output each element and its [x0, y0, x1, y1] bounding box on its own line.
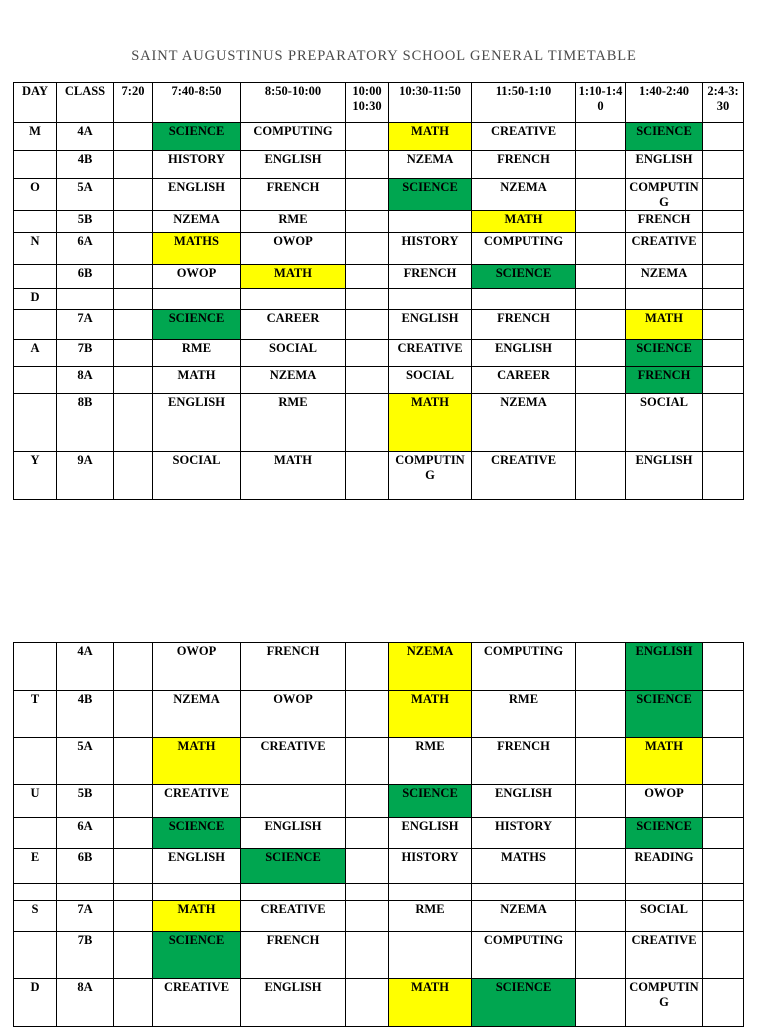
- period-5-cell: ENGLISH: [626, 452, 703, 500]
- header-slot-1: 7:20: [114, 83, 153, 123]
- slot-1-cell: [114, 884, 153, 901]
- slot-last-cell: [703, 265, 744, 289]
- slot-last-cell: [703, 691, 744, 738]
- slot-1-cell: [114, 179, 153, 211]
- period-2-cell: SOCIAL: [241, 340, 346, 367]
- class-cell: 7A: [57, 901, 114, 932]
- class-cell: 5A: [57, 738, 114, 785]
- slot-last-cell: [703, 151, 744, 179]
- slot-last-cell: [703, 452, 744, 500]
- period-3-cell: SCIENCE: [389, 785, 472, 818]
- class-cell: 5B: [57, 785, 114, 818]
- header-day: DAY: [14, 83, 57, 123]
- tuesday-rows: [14, 643, 744, 1027]
- period-5-cell: ENGLISH: [626, 643, 703, 691]
- header-row: [14, 83, 744, 123]
- period-4-cell: NZEMA: [472, 901, 576, 932]
- break-1-cell: [346, 738, 389, 785]
- slot-1-cell: [114, 901, 153, 932]
- slot-1-cell: [114, 738, 153, 785]
- class-cell: 6A: [57, 818, 114, 849]
- period-2-cell: OWOP: [241, 233, 346, 265]
- period-1-cell: MATH: [153, 738, 241, 785]
- period-4-cell: SCIENCE: [472, 265, 576, 289]
- timetable-row: [14, 452, 744, 500]
- monday-timetable: [13, 82, 744, 500]
- timetable-row: [14, 979, 744, 1027]
- header-period-3: 10:30-11:50: [389, 83, 472, 123]
- period-1-cell: MATH: [153, 367, 241, 394]
- timetable-row: [14, 179, 744, 211]
- period-4-cell: SCIENCE: [472, 979, 576, 1027]
- class-cell: 7B: [57, 340, 114, 367]
- period-5-cell: SOCIAL: [626, 394, 703, 452]
- timetable-row: [14, 785, 744, 818]
- slot-1-cell: [114, 394, 153, 452]
- slot-last-cell: [703, 394, 744, 452]
- timetable-row: [14, 738, 744, 785]
- period-2-cell: NZEMA: [241, 367, 346, 394]
- break-1-cell: [346, 818, 389, 849]
- period-1-cell: NZEMA: [153, 211, 241, 233]
- period-4-cell: CREATIVE: [472, 452, 576, 500]
- period-3-cell: [389, 211, 472, 233]
- page-title: SAINT AUGUSTINUS PREPARATORY SCHOOL GENERAL TIMETABLE: [131, 48, 637, 64]
- slot-1-cell: [114, 691, 153, 738]
- class-cell: 8A: [57, 367, 114, 394]
- period-4-cell: HISTORY: [472, 818, 576, 849]
- period-3-cell: MATH: [389, 123, 472, 151]
- break-1-cell: [346, 785, 389, 818]
- slot-1-cell: [114, 340, 153, 367]
- slot-last-cell: [703, 738, 744, 785]
- slot-1-cell: [114, 265, 153, 289]
- timetable-row: [14, 310, 744, 340]
- period-3-cell: [389, 932, 472, 979]
- period-5-cell: COMPUTING: [626, 179, 703, 211]
- period-4-cell: [472, 884, 576, 901]
- slot-1-cell: [114, 367, 153, 394]
- break-1-cell: [346, 367, 389, 394]
- slot-last-cell: [703, 932, 744, 979]
- slot-1-cell: [114, 151, 153, 179]
- header-class: CLASS: [57, 83, 114, 123]
- period-3-cell: MATH: [389, 394, 472, 452]
- period-3-cell: MATH: [389, 979, 472, 1027]
- period-1-cell: CREATIVE: [153, 979, 241, 1027]
- class-cell: 4A: [57, 123, 114, 151]
- day-cell: [14, 394, 57, 452]
- period-2-cell: FRENCH: [241, 932, 346, 979]
- slot-last-cell: [703, 340, 744, 367]
- period-2-cell: CREATIVE: [241, 901, 346, 932]
- day-cell: D: [14, 979, 57, 1027]
- break-2-cell: [576, 691, 626, 738]
- class-cell: 9A: [57, 452, 114, 500]
- header-break-2: 1:10-1:40: [576, 83, 626, 123]
- break-2-cell: [576, 233, 626, 265]
- period-2-cell: FRENCH: [241, 179, 346, 211]
- slot-last-cell: [703, 785, 744, 818]
- break-2-cell: [576, 211, 626, 233]
- slot-last-cell: [703, 643, 744, 691]
- slot-1-cell: [114, 979, 153, 1027]
- period-3-cell: [389, 884, 472, 901]
- period-1-cell: [153, 289, 241, 310]
- timetable-row: [14, 340, 744, 367]
- header-period-1: 7:40-8:50: [153, 83, 241, 123]
- break-1-cell: [346, 849, 389, 884]
- day-cell: O: [14, 179, 57, 211]
- period-4-cell: COMPUTING: [472, 233, 576, 265]
- timetable-row: [14, 151, 744, 179]
- period-3-cell: SOCIAL: [389, 367, 472, 394]
- timetable-row: [14, 849, 744, 884]
- slot-last-cell: [703, 289, 744, 310]
- break-1-cell: [346, 932, 389, 979]
- slot-last-cell: [703, 367, 744, 394]
- day-cell: [14, 643, 57, 691]
- period-1-cell: SCIENCE: [153, 310, 241, 340]
- period-2-cell: MATH: [241, 265, 346, 289]
- break-1-cell: [346, 901, 389, 932]
- day-cell: D: [14, 289, 57, 310]
- break-1-cell: [346, 340, 389, 367]
- period-2-cell: [241, 289, 346, 310]
- break-1-cell: [346, 151, 389, 179]
- timetable-row: [14, 123, 744, 151]
- break-2-cell: [576, 394, 626, 452]
- period-1-cell: MATHS: [153, 233, 241, 265]
- break-1-cell: [346, 179, 389, 211]
- break-2-cell: [576, 849, 626, 884]
- break-2-cell: [576, 979, 626, 1027]
- break-2-cell: [576, 643, 626, 691]
- timetable-row: [14, 233, 744, 265]
- timetable-row: [14, 211, 744, 233]
- slot-last-cell: [703, 849, 744, 884]
- slot-1-cell: [114, 289, 153, 310]
- break-1-cell: [346, 691, 389, 738]
- period-3-cell: ENGLISH: [389, 310, 472, 340]
- day-cell: T: [14, 691, 57, 738]
- slot-1-cell: [114, 452, 153, 500]
- slot-last-cell: [703, 123, 744, 151]
- period-3-cell: NZEMA: [389, 151, 472, 179]
- period-3-cell: ENGLISH: [389, 818, 472, 849]
- day-cell: M: [14, 123, 57, 151]
- period-5-cell: CREATIVE: [626, 233, 703, 265]
- period-2-cell: SCIENCE: [241, 849, 346, 884]
- period-5-cell: SCIENCE: [626, 818, 703, 849]
- timetable-row: [14, 265, 744, 289]
- period-1-cell: RME: [153, 340, 241, 367]
- class-cell: 5B: [57, 211, 114, 233]
- period-4-cell: ENGLISH: [472, 785, 576, 818]
- break-2-cell: [576, 785, 626, 818]
- period-4-cell: NZEMA: [472, 394, 576, 452]
- break-2-cell: [576, 932, 626, 979]
- break-2-cell: [576, 123, 626, 151]
- period-1-cell: SCIENCE: [153, 123, 241, 151]
- period-1-cell: CREATIVE: [153, 785, 241, 818]
- period-2-cell: FRENCH: [241, 643, 346, 691]
- slot-last-cell: [703, 901, 744, 932]
- period-1-cell: HISTORY: [153, 151, 241, 179]
- class-cell: 6B: [57, 849, 114, 884]
- break-1-cell: [346, 310, 389, 340]
- period-5-cell: FRENCH: [626, 211, 703, 233]
- period-2-cell: CAREER: [241, 310, 346, 340]
- slot-1-cell: [114, 785, 153, 818]
- period-5-cell: MATH: [626, 738, 703, 785]
- day-cell: [14, 367, 57, 394]
- period-3-cell: FRENCH: [389, 265, 472, 289]
- break-2-cell: [576, 738, 626, 785]
- break-2-cell: [576, 367, 626, 394]
- timetable-row: [14, 691, 744, 738]
- slot-1-cell: [114, 818, 153, 849]
- period-5-cell: SCIENCE: [626, 691, 703, 738]
- break-2-cell: [576, 179, 626, 211]
- timetable-row: [14, 643, 744, 691]
- period-3-cell: RME: [389, 901, 472, 932]
- period-5-cell: READING: [626, 849, 703, 884]
- period-3-cell: HISTORY: [389, 849, 472, 884]
- break-2-cell: [576, 818, 626, 849]
- class-cell: 4A: [57, 643, 114, 691]
- break-2-cell: [576, 340, 626, 367]
- period-1-cell: ENGLISH: [153, 849, 241, 884]
- header-break-1: 10:00 10:30: [346, 83, 389, 123]
- class-cell: [57, 289, 114, 310]
- class-cell: 8B: [57, 394, 114, 452]
- day-cell: [14, 211, 57, 233]
- header-period-2: 8:50-10:00: [241, 83, 346, 123]
- day-cell: [14, 265, 57, 289]
- monday-rows: [14, 123, 744, 500]
- day-cell: [14, 151, 57, 179]
- period-2-cell: RME: [241, 394, 346, 452]
- break-1-cell: [346, 123, 389, 151]
- period-4-cell: FRENCH: [472, 738, 576, 785]
- day-cell: [14, 310, 57, 340]
- day-cell: Y: [14, 452, 57, 500]
- period-4-cell: RME: [472, 691, 576, 738]
- timetable-row: [14, 884, 744, 901]
- period-1-cell: SCIENCE: [153, 818, 241, 849]
- period-2-cell: RME: [241, 211, 346, 233]
- period-4-cell: CAREER: [472, 367, 576, 394]
- period-4-cell: COMPUTING: [472, 643, 576, 691]
- break-1-cell: [346, 643, 389, 691]
- period-5-cell: COMPUTING: [626, 979, 703, 1027]
- slot-last-cell: [703, 233, 744, 265]
- period-1-cell: OWOP: [153, 265, 241, 289]
- header-period-5: 1:40-2:40: [626, 83, 703, 123]
- slot-1-cell: [114, 932, 153, 979]
- class-cell: 4B: [57, 151, 114, 179]
- break-1-cell: [346, 265, 389, 289]
- period-5-cell: SCIENCE: [626, 123, 703, 151]
- period-3-cell: MATH: [389, 691, 472, 738]
- break-2-cell: [576, 289, 626, 310]
- period-5-cell: SOCIAL: [626, 901, 703, 932]
- period-2-cell: CREATIVE: [241, 738, 346, 785]
- period-3-cell: HISTORY: [389, 233, 472, 265]
- break-2-cell: [576, 265, 626, 289]
- slot-1-cell: [114, 123, 153, 151]
- day-cell: E: [14, 849, 57, 884]
- class-cell: 8A: [57, 979, 114, 1027]
- break-1-cell: [346, 394, 389, 452]
- class-cell: 7B: [57, 932, 114, 979]
- period-1-cell: ENGLISH: [153, 179, 241, 211]
- period-2-cell: [241, 785, 346, 818]
- break-1-cell: [346, 884, 389, 901]
- period-1-cell: OWOP: [153, 643, 241, 691]
- period-3-cell: CREATIVE: [389, 340, 472, 367]
- slot-last-cell: [703, 884, 744, 901]
- period-3-cell: [389, 289, 472, 310]
- period-5-cell: MATH: [626, 310, 703, 340]
- period-4-cell: [472, 289, 576, 310]
- period-5-cell: SCIENCE: [626, 340, 703, 367]
- break-2-cell: [576, 901, 626, 932]
- period-4-cell: FRENCH: [472, 310, 576, 340]
- period-4-cell: NZEMA: [472, 179, 576, 211]
- day-cell: A: [14, 340, 57, 367]
- timetable-row: [14, 932, 744, 979]
- slot-1-cell: [114, 211, 153, 233]
- slot-last-cell: [703, 310, 744, 340]
- period-5-cell: FRENCH: [626, 367, 703, 394]
- slot-last-cell: [703, 179, 744, 211]
- day-cell: [14, 738, 57, 785]
- period-1-cell: ENGLISH: [153, 394, 241, 452]
- period-1-cell: NZEMA: [153, 691, 241, 738]
- break-2-cell: [576, 884, 626, 901]
- break-1-cell: [346, 233, 389, 265]
- header-slot-last: 2:4-3:30: [703, 83, 744, 123]
- period-2-cell: MATH: [241, 452, 346, 500]
- timetable-row: [14, 394, 744, 452]
- day-cell: S: [14, 901, 57, 932]
- break-1-cell: [346, 289, 389, 310]
- period-2-cell: [241, 884, 346, 901]
- period-3-cell: NZEMA: [389, 643, 472, 691]
- period-2-cell: OWOP: [241, 691, 346, 738]
- period-5-cell: [626, 884, 703, 901]
- class-cell: [57, 884, 114, 901]
- break-2-cell: [576, 151, 626, 179]
- period-5-cell: OWOP: [626, 785, 703, 818]
- period-5-cell: NZEMA: [626, 265, 703, 289]
- period-3-cell: COMPUTING: [389, 452, 472, 500]
- period-4-cell: MATHS: [472, 849, 576, 884]
- class-cell: 7A: [57, 310, 114, 340]
- period-5-cell: [626, 289, 703, 310]
- timetable-row: [14, 818, 744, 849]
- break-2-cell: [576, 452, 626, 500]
- timetable-row: [14, 367, 744, 394]
- period-1-cell: SCIENCE: [153, 932, 241, 979]
- slot-1-cell: [114, 643, 153, 691]
- slot-1-cell: [114, 849, 153, 884]
- period-3-cell: RME: [389, 738, 472, 785]
- tuesday-timetable: [13, 642, 744, 1027]
- period-1-cell: MATH: [153, 901, 241, 932]
- class-cell: 6A: [57, 233, 114, 265]
- slot-last-cell: [703, 211, 744, 233]
- timetable-row: [14, 289, 744, 310]
- period-1-cell: [153, 884, 241, 901]
- slot-1-cell: [114, 310, 153, 340]
- period-4-cell: COMPUTING: [472, 932, 576, 979]
- slot-last-cell: [703, 818, 744, 849]
- period-5-cell: CREATIVE: [626, 932, 703, 979]
- period-1-cell: SOCIAL: [153, 452, 241, 500]
- day-cell: N: [14, 233, 57, 265]
- period-4-cell: MATH: [472, 211, 576, 233]
- timetable-row: [14, 901, 744, 932]
- period-5-cell: ENGLISH: [626, 151, 703, 179]
- day-cell: U: [14, 785, 57, 818]
- break-1-cell: [346, 452, 389, 500]
- break-1-cell: [346, 979, 389, 1027]
- day-cell: [14, 884, 57, 901]
- period-4-cell: ENGLISH: [472, 340, 576, 367]
- slot-1-cell: [114, 233, 153, 265]
- break-1-cell: [346, 211, 389, 233]
- period-2-cell: ENGLISH: [241, 818, 346, 849]
- header-period-4: 11:50-1:10: [472, 83, 576, 123]
- period-3-cell: SCIENCE: [389, 179, 472, 211]
- day-cell: [14, 932, 57, 979]
- break-2-cell: [576, 310, 626, 340]
- period-2-cell: ENGLISH: [241, 979, 346, 1027]
- period-4-cell: FRENCH: [472, 151, 576, 179]
- class-cell: 4B: [57, 691, 114, 738]
- class-cell: 5A: [57, 179, 114, 211]
- period-4-cell: CREATIVE: [472, 123, 576, 151]
- day-cell: [14, 818, 57, 849]
- slot-last-cell: [703, 979, 744, 1027]
- period-2-cell: ENGLISH: [241, 151, 346, 179]
- period-2-cell: COMPUTING: [241, 123, 346, 151]
- class-cell: 6B: [57, 265, 114, 289]
